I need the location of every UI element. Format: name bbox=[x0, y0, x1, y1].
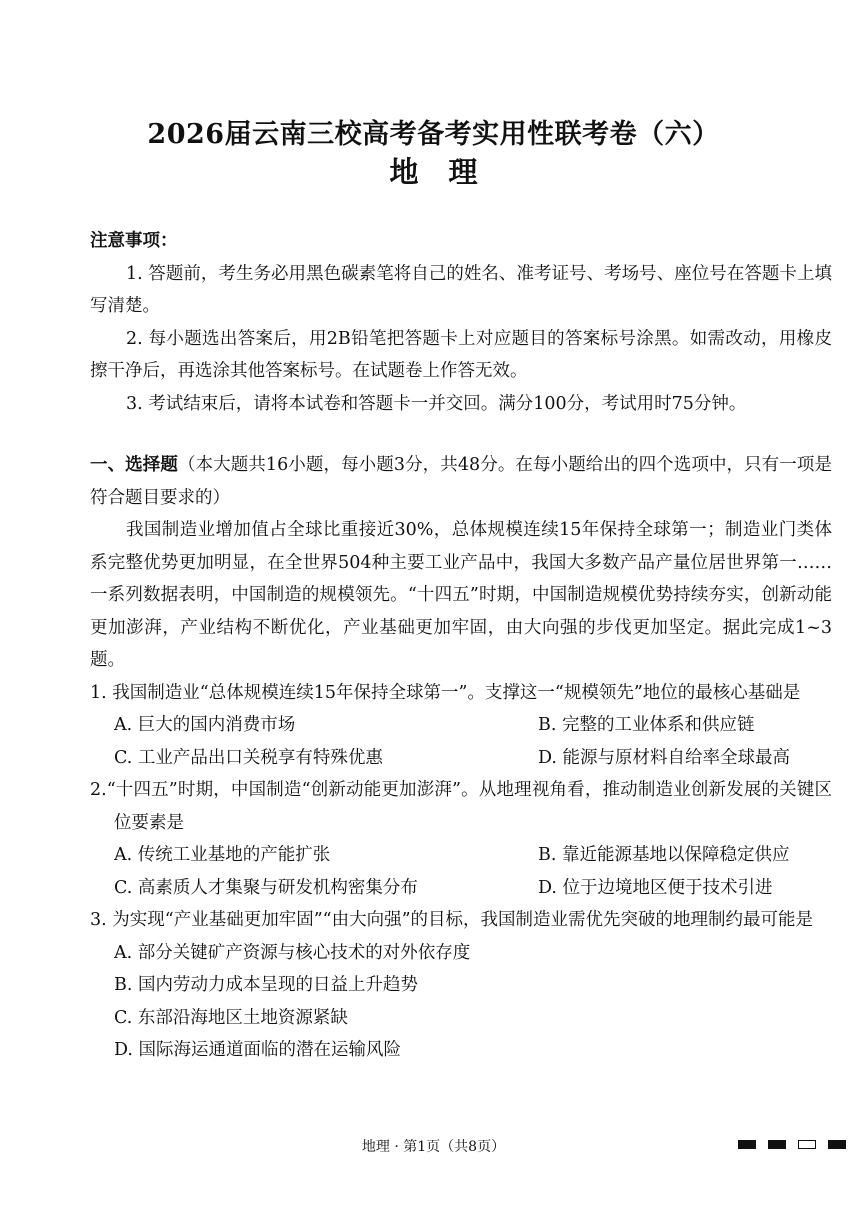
option-c: C. 高素质人才集聚与研发机构密集分布 bbox=[114, 877, 418, 898]
exam-title: 2026届云南三校高考备考实用性联考卷（六） bbox=[147, 119, 720, 150]
option-b: B. 靠近能源基地以保障稳定供应 bbox=[538, 845, 790, 865]
reading-passage: 我国制造业增加值占全球比重接近30%，总体规模连续15年保持全球第一；制造业门类体系完整优势更加明显，在全世界504种主要工业产品中，我国大多数产品产量位居世界第一……一系列数据表明，中国制造的规模领先。“十四五”时期，中国制造规模优势持续夯实，创新动能更加澎湃，产业结构不断优化，产业基础更加牢固，由大向强的步伐更加坚定。据此完成1~3题。 bbox=[90, 520, 832, 670]
filled-block-mark bbox=[768, 1140, 786, 1149]
hollow-block-mark bbox=[798, 1140, 816, 1149]
section-one bbox=[90, 449, 832, 1067]
options-list bbox=[90, 937, 832, 1067]
notice-item: 1. 答题前，考生务必用黑色碳素笔将自己的姓名、准考证号、考场号、座位号在答题卡上填写清楚。 bbox=[90, 263, 832, 316]
section-intro bbox=[90, 449, 832, 514]
question-3 bbox=[90, 904, 832, 1067]
notice-item: 3. 考试结束后，请将本试卷和答题卡一并交回。满分100分，考试用时75分钟。 bbox=[126, 393, 747, 414]
options-grid bbox=[90, 839, 832, 904]
question-1 bbox=[90, 677, 832, 775]
option-a: A. 传统工业基地的产能扩张 bbox=[114, 845, 331, 865]
options-grid bbox=[90, 709, 832, 774]
option-c: C. 工业产品出口关税享有特殊优惠 bbox=[114, 747, 383, 768]
section-instruction: （本大题共16小题，每小题3分，共48分。在每小题给出的四个选项中，只有一项是符合题目要求的） bbox=[90, 455, 832, 508]
question-stem: 1. 我国制造业“总体规模连续15年保持全球第一”。支撑这一“规模领先”地位的最核心基础是 bbox=[90, 682, 801, 703]
option-a: A. 巨大的国内消费市场 bbox=[114, 715, 296, 735]
option-a: A. 部分关键矿产资源与核心技术的对外依存度 bbox=[114, 942, 471, 963]
registration-marks bbox=[738, 1140, 846, 1149]
notice-item: 2. 每小题选出答案后，用2B铅笔把答题卡上对应题目的答案标号涂黑。如需改动，用橡皮擦干净后，再选涂其他答案标号。在试题卷上作答无效。 bbox=[90, 328, 832, 381]
notice-heading: 注意事项： bbox=[90, 231, 178, 251]
option-d: D. 位于边境地区便于技术引进 bbox=[538, 877, 773, 898]
page-footer: 地理 · 第1页（共8页） bbox=[361, 1139, 506, 1155]
option-d: D. 能源与原材料自给率全球最高 bbox=[538, 747, 791, 768]
filled-block-mark bbox=[738, 1140, 756, 1149]
subject-title: 地理 bbox=[389, 155, 508, 189]
question-2 bbox=[90, 774, 832, 904]
question-stem: 3. 为实现“产业基础更加牢固”“由大向强”的目标，我国制造业需优先突破的地理制约最可能是 bbox=[90, 910, 814, 930]
option-d: D. 国际海运通道面临的潜在运输风险 bbox=[114, 1040, 402, 1060]
option-c: C. 东部沿海地区土地资源紧缺 bbox=[114, 1007, 348, 1028]
section-heading: 一、选择题 bbox=[90, 455, 178, 475]
filled-block-mark bbox=[828, 1140, 846, 1149]
option-b: B. 国内劳动力成本呈现的日益上升趋势 bbox=[114, 975, 418, 995]
notice-block bbox=[90, 225, 832, 420]
question-stem: 2.“十四五”时期，中国制造“创新动能更加澎湃”。从地理视角看，推动制造业创新发展的关键区位要素是 bbox=[90, 780, 832, 833]
option-b: B. 完整的工业体系和供应链 bbox=[538, 715, 755, 735]
